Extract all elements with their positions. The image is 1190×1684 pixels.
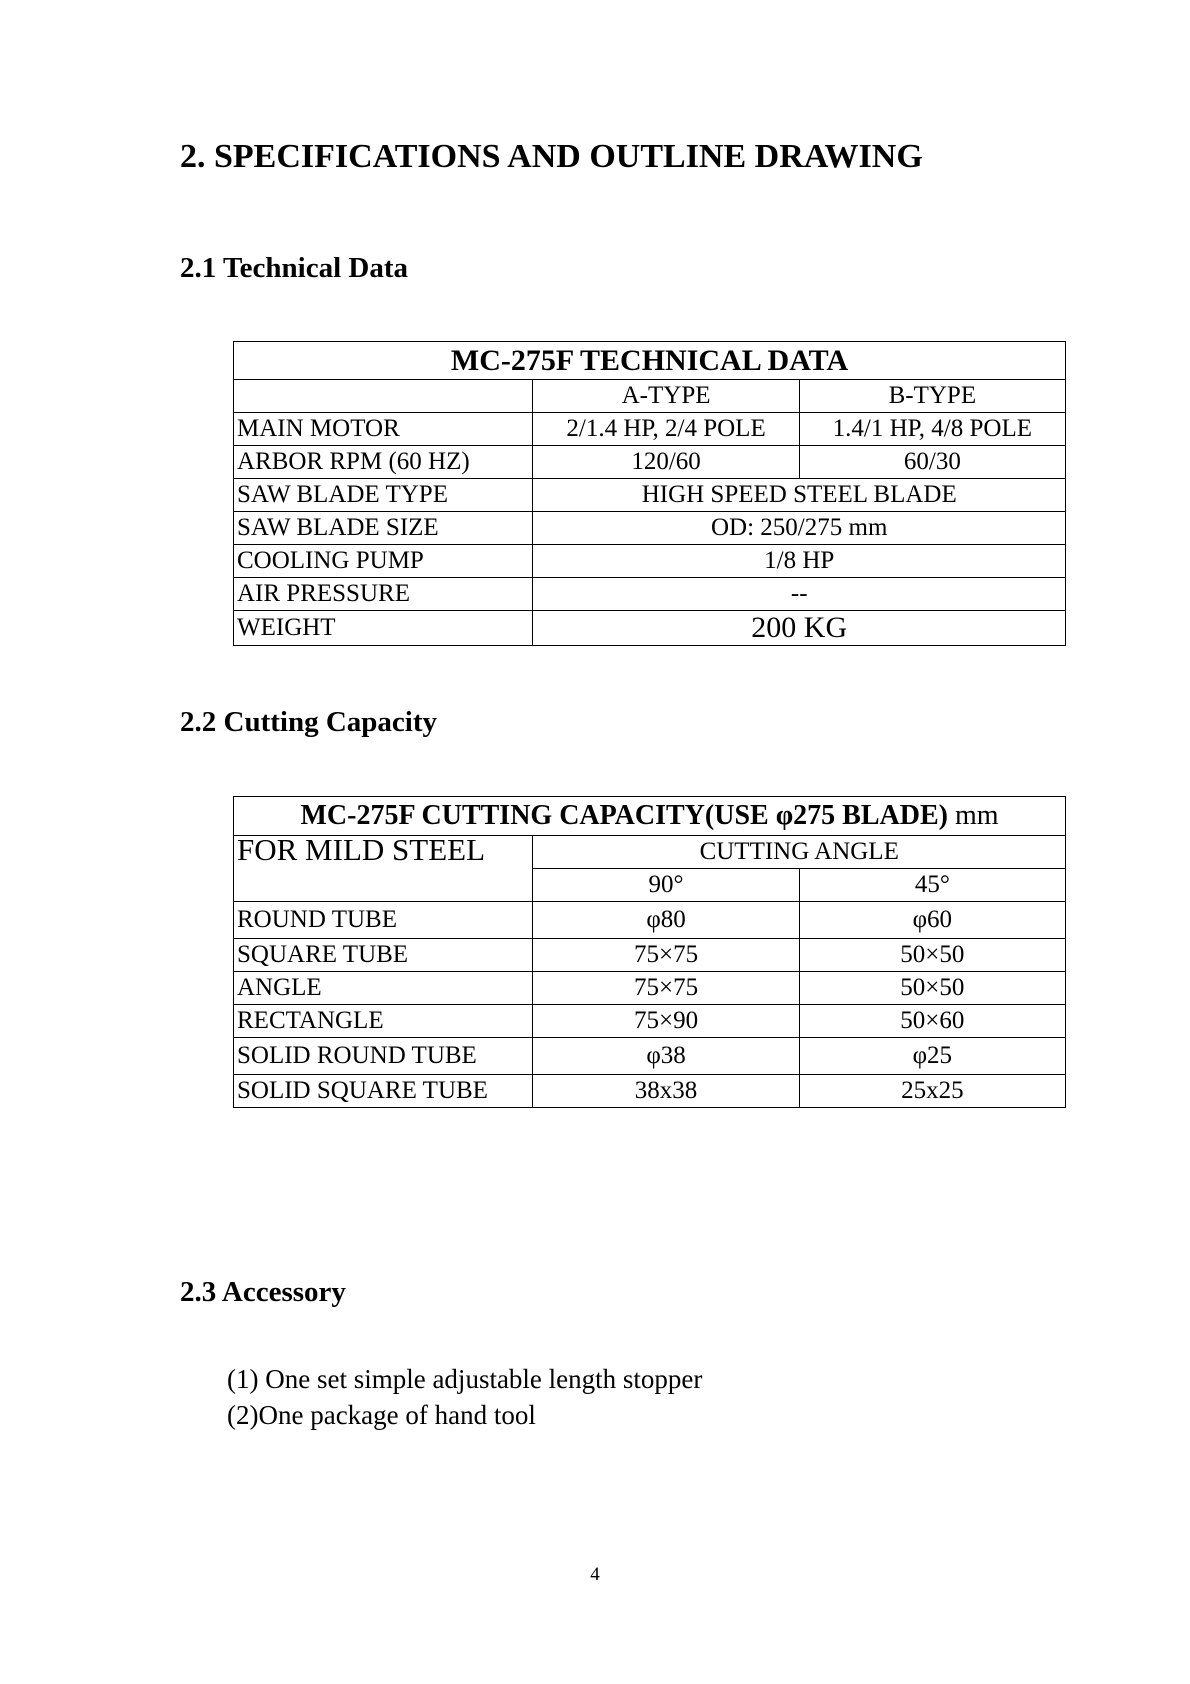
- row-label: RECTANGLE: [234, 1005, 533, 1038]
- row-label: SAW BLADE TYPE: [234, 479, 533, 512]
- cell-45: φ60: [799, 902, 1065, 939]
- cell-b-type: 1.4/1 HP, 4/8 POLE: [799, 413, 1065, 446]
- table-row: [234, 1075, 1066, 1108]
- table-row: [234, 578, 1066, 611]
- technical-data-table: [233, 341, 1066, 646]
- angle-45-header: 45°: [799, 869, 1065, 902]
- table-row: [234, 1038, 1066, 1075]
- table-title: MC-275F TECHNICAL DATA: [234, 342, 1066, 380]
- cutting-capacity-table: [233, 796, 1066, 1108]
- row-label: SOLID SQUARE TUBE: [234, 1075, 533, 1108]
- angle-90-header: 90°: [533, 869, 799, 902]
- table-unit: mm: [954, 800, 999, 831]
- table-row: [234, 902, 1066, 939]
- row-label: COOLING PUMP: [234, 545, 533, 578]
- cell-90: 38x38: [533, 1075, 799, 1108]
- table-row: [234, 446, 1066, 479]
- row-label: ANGLE: [234, 972, 533, 1005]
- section-heading-technical-data: 2.1 Technical Data: [180, 252, 408, 284]
- table-title-row: [234, 342, 1066, 380]
- table-row: [234, 545, 1066, 578]
- row-label: SAW BLADE SIZE: [234, 512, 533, 545]
- cell-b-type: 60/30: [799, 446, 1065, 479]
- row-label: ARBOR RPM (60 HZ): [234, 446, 533, 479]
- cell-45: 25x25: [799, 1075, 1065, 1108]
- table-header-row: [234, 380, 1066, 413]
- cell-45: φ25: [799, 1038, 1065, 1075]
- accessory-item: (2)One package of hand tool: [227, 1400, 536, 1430]
- table-row: [234, 611, 1066, 646]
- row-label: MAIN MOTOR: [234, 413, 533, 446]
- accessory-item: (1) One set simple adjustable length stopper: [227, 1364, 703, 1394]
- table-title-row: [234, 797, 1066, 836]
- page-number: 4: [590, 1564, 600, 1585]
- section-heading-accessory: 2.3 Accessory: [180, 1276, 346, 1308]
- cell-value: HIGH SPEED STEEL BLADE: [533, 479, 1066, 512]
- table-header-blank: [234, 380, 533, 413]
- table-row: [234, 1005, 1066, 1038]
- cell-value: 200 KG: [533, 611, 1066, 646]
- row-label: WEIGHT: [234, 611, 533, 646]
- column-header-b-type: B-TYPE: [799, 380, 1065, 413]
- cell-value: OD: 250/275 mm: [533, 512, 1066, 545]
- cell-45: 50×60: [799, 1005, 1065, 1038]
- table-title: MC-275F CUTTING CAPACITY(USE φ275 BLADE): [300, 800, 948, 831]
- cell-90: 75×75: [533, 939, 799, 972]
- table-row: [234, 512, 1066, 545]
- row-label: AIR PRESSURE: [234, 578, 533, 611]
- table-title-cell: [234, 797, 1066, 836]
- column-header-a-type: A-TYPE: [533, 380, 799, 413]
- table-header-row: [234, 836, 1066, 869]
- cell-value: --: [533, 578, 1066, 611]
- table-row: [234, 413, 1066, 446]
- row-label: SQUARE TUBE: [234, 939, 533, 972]
- page-title: 2. SPECIFICATIONS AND OUTLINE DRAWING: [180, 138, 923, 175]
- cell-45: 50×50: [799, 939, 1065, 972]
- cell-90: 75×75: [533, 972, 799, 1005]
- cell-45: 50×50: [799, 972, 1065, 1005]
- cutting-angle-header: CUTTING ANGLE: [533, 836, 1066, 869]
- section-heading-cutting-capacity: 2.2 Cutting Capacity: [180, 706, 437, 738]
- row-label: ROUND TUBE: [234, 902, 533, 939]
- cell-a-type: 2/1.4 HP, 2/4 POLE: [533, 413, 799, 446]
- cell-90: φ80: [533, 902, 799, 939]
- row-label: SOLID ROUND TUBE: [234, 1038, 533, 1075]
- cell-90: φ38: [533, 1038, 799, 1075]
- table-row: [234, 479, 1066, 512]
- cell-90: 75×90: [533, 1005, 799, 1038]
- material-label: FOR MILD STEEL: [234, 836, 533, 902]
- cell-value: 1/8 HP: [533, 545, 1066, 578]
- table-row: [234, 939, 1066, 972]
- cell-a-type: 120/60: [533, 446, 799, 479]
- table-row: [234, 972, 1066, 1005]
